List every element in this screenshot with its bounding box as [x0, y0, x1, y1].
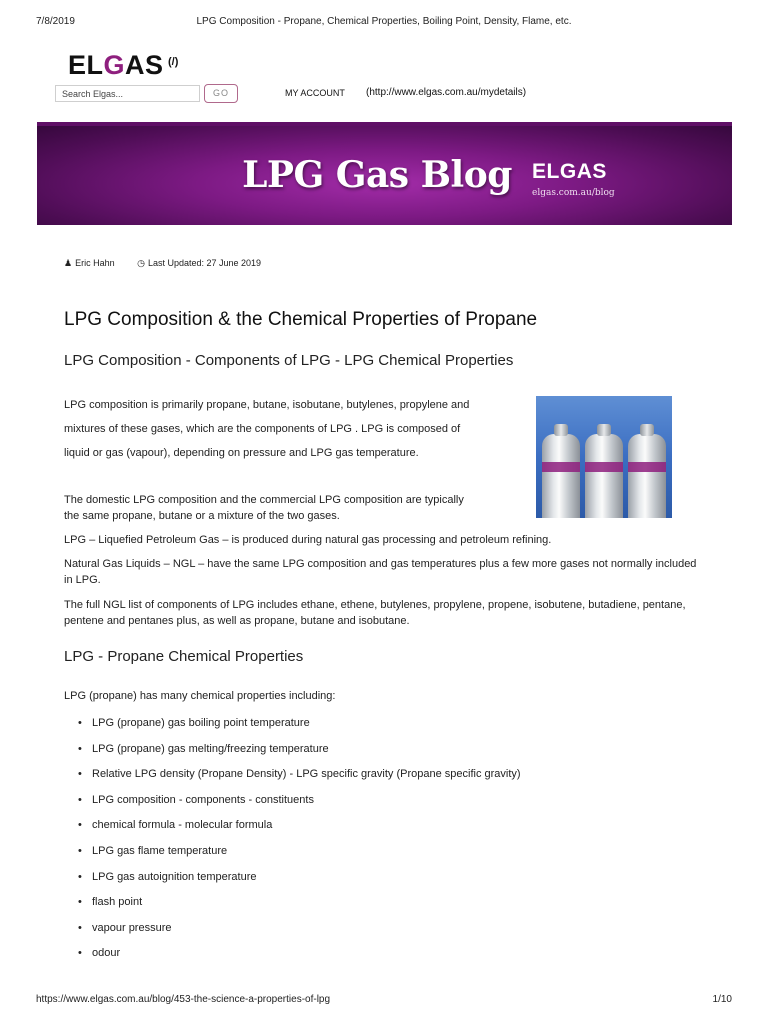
cylinder-label-band: [585, 462, 623, 472]
list-item: • LPG composition - components - constituents: [76, 794, 521, 820]
print-footer: [36, 994, 732, 1005]
last-updated: [137, 258, 271, 268]
cylinder-cap: [640, 424, 654, 436]
ngl-components-paragraph: The full NGL list of components of LPG includes ethane, ethene, butylenes, propylene, propene, isobutene, butadiene, pentane, pentene and pentanes plus, as well as propane, butane and isobutane.: [64, 599, 686, 627]
logo-home-link[interactable]: (/): [168, 56, 179, 68]
banner-title: LPG Gas Blog: [242, 154, 512, 196]
cylinder-middle: [585, 434, 623, 518]
list-item: • LPG gas flame temperature: [76, 845, 521, 871]
author[interactable]: [64, 258, 125, 268]
user-icon: ♟: [64, 258, 73, 268]
banner-url: elgas.com.au/blog: [532, 188, 615, 198]
page-number: 1/10: [712, 994, 732, 1005]
banner-top-strip: [37, 122, 732, 126]
cylinder-cap: [597, 424, 611, 436]
lpg-cylinders-image: [536, 396, 672, 518]
list-item: • LPG (propane) gas melting/freezing temperature: [76, 743, 521, 769]
clock-icon: ◷: [137, 258, 145, 268]
list-item: • odour: [76, 947, 521, 973]
logo-text-prefix: EL: [68, 50, 104, 80]
cylinder-label-band: [542, 462, 580, 472]
lpg-definition-paragraph: LPG – Liquefied Petroleum Gas – is produced during natural gas processing and petroleum refining.: [64, 534, 552, 546]
cylinder-cap: [554, 424, 568, 436]
author-name: Eric Hahn: [75, 258, 115, 268]
print-header: [36, 16, 732, 30]
go-button[interactable]: GO: [204, 84, 238, 103]
banner-logo-accent: G: [559, 160, 577, 183]
list-item: • LPG gas autoignition temperature: [76, 871, 521, 897]
logo-text-suffix: AS: [125, 50, 164, 80]
elgas-logo[interactable]: [68, 50, 164, 81]
banner-logo-prefix: EL: [532, 160, 560, 183]
page-title: LPG Composition & the Chemical Properties of Propane: [64, 309, 538, 330]
cylinder-left: [542, 434, 580, 518]
print-date: 7/8/2019: [36, 16, 75, 27]
properties-lead: LPG (propane) has many chemical properties including:: [64, 690, 336, 702]
article-subtitle: LPG Composition - Components of LPG - LPG Chemical Properties: [64, 352, 514, 369]
banner-logo-suffix: AS: [576, 160, 607, 183]
print-document-title: LPG Composition - Propane, Chemical Properties, Boiling Point, Density, Flame, etc.: [196, 16, 572, 27]
ngl-paragraph: Natural Gas Liquids – NGL – have the same LPG composition and gas temperatures plus a few more gases not normally included in LPG.: [64, 558, 697, 586]
cylinder-right: [628, 434, 666, 518]
list-item: • LPG (propane) gas boiling point temperature: [76, 717, 521, 743]
last-updated-text: Last Updated: 27 June 2019: [147, 258, 262, 268]
domestic-paragraph: The domestic LPG composition and the commercial LPG composition are typically the same propane, butane or a mixture of the two gases.: [64, 494, 464, 522]
my-account-url[interactable]: (http://www.elgas.com.au/mydetails): [366, 87, 527, 98]
list-item: • vapour pressure: [76, 922, 521, 948]
banner-logo: [532, 160, 607, 184]
logo-text-accent: G: [103, 50, 126, 80]
intro-paragraph: LPG composition is primarily propane, butane, isobutane, butylenes, propylene and mixtures of these gases, which are the components of LPG . LPG is composed of liquid or gas (vapour), depending on pressure and LPG gas temperature.: [64, 399, 470, 459]
section-title: LPG - Propane Chemical Properties: [64, 648, 304, 665]
print-url: https://www.elgas.com.au/blog/453-the-science-a-properties-of-lpg: [36, 994, 331, 1005]
list-item: • flash point: [76, 896, 521, 922]
post-meta: [64, 258, 281, 269]
list-item: • chemical formula - molecular formula: [76, 819, 521, 845]
properties-list: [76, 717, 521, 973]
cylinder-label-band: [628, 462, 666, 472]
my-account-link[interactable]: MY ACCOUNT: [285, 88, 345, 98]
search-input[interactable]: Search Elgas...: [55, 85, 200, 102]
list-item: • Relative LPG density (Propane Density) - LPG specific gravity (Propane specific gravity): [76, 768, 521, 794]
blog-banner[interactable]: [37, 122, 732, 225]
